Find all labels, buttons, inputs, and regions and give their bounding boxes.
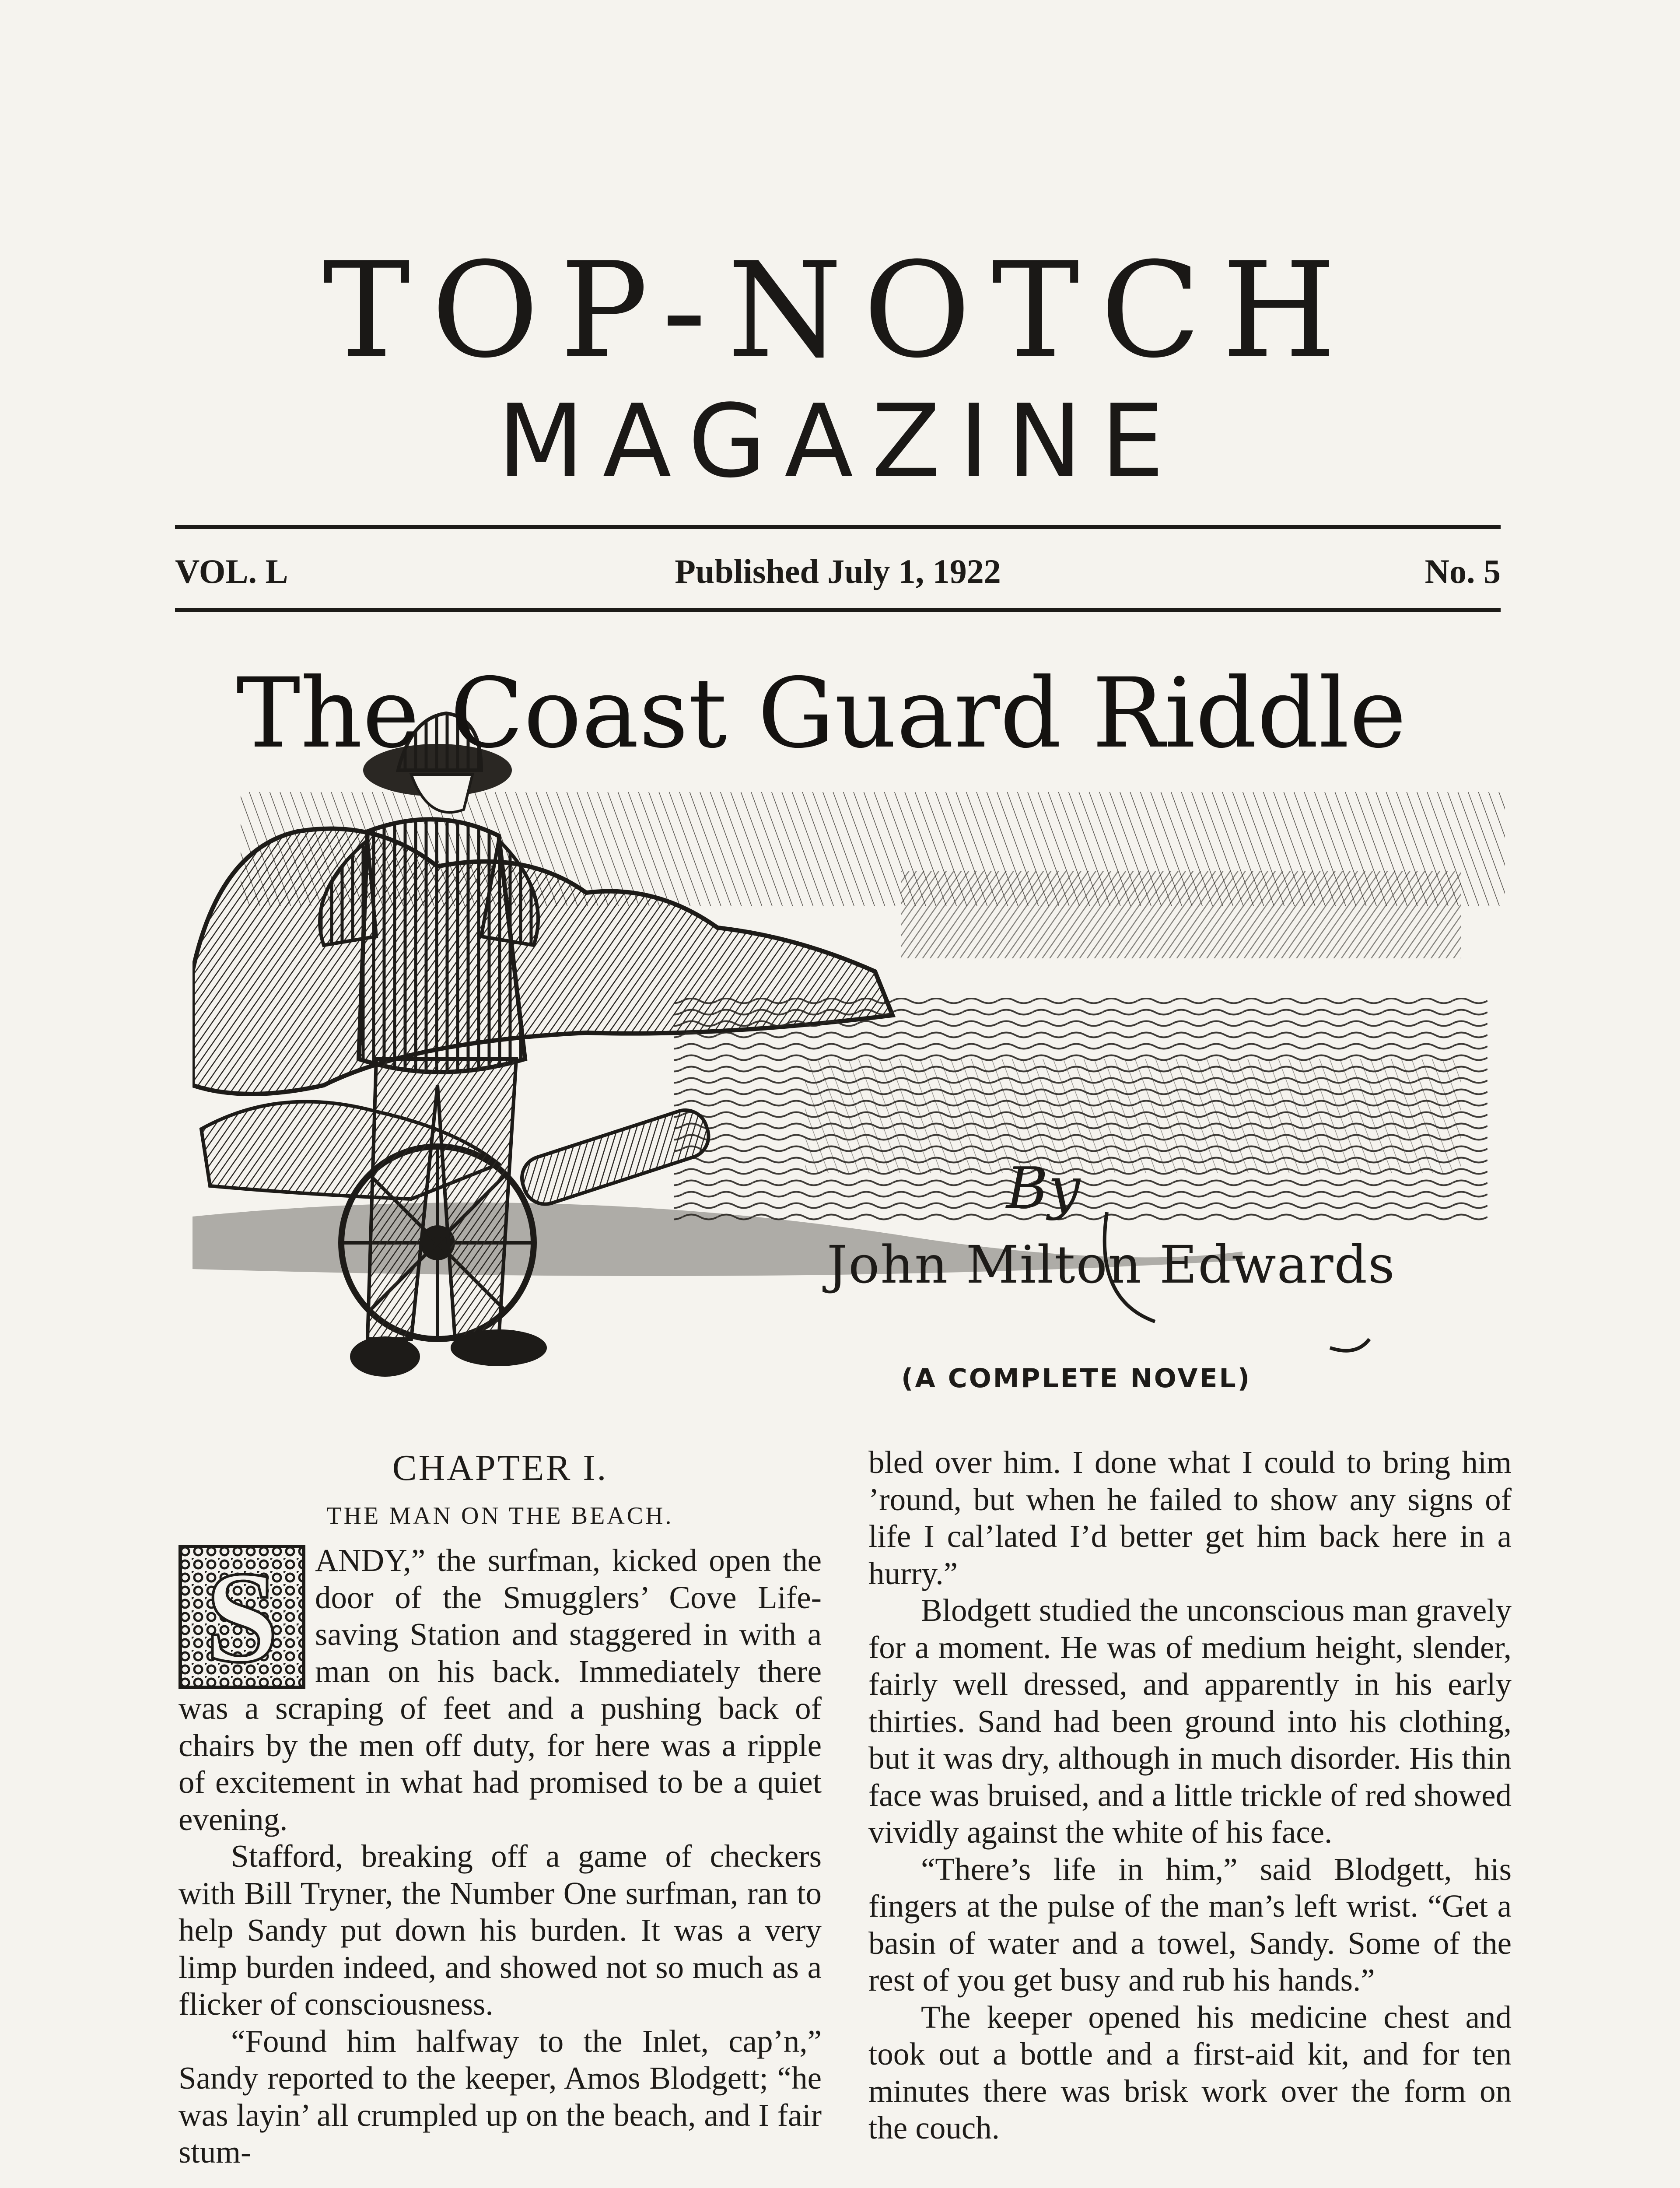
author-name: John Milton Edwards <box>827 1234 1396 1295</box>
ornamental-dropcap <box>178 1545 305 1689</box>
masthead-subtitle: MAGAZINE <box>497 383 1183 500</box>
chapter-subtitle: THE MAN ON THE BEACH. <box>326 1502 674 1529</box>
paragraph: “There’s life in him,” said Blodgett, his fingers at the pulse of the man’s left wrist. “Get a basin of water and a towel, Sandy. Some of the rest of you get busy and rub his hands.” <box>868 1851 1512 1998</box>
issue-number: No. 5 <box>1424 552 1501 590</box>
paragraph: Blodgett studied the unconscious man gravely for a moment. He was of medium height, slender, fairly well dressed, and apparently in his early thirties. Sand had been ground into his clothing, but it was dry, although in much disorder. His thin face was bruised, and a little trickle of red showed vividly against the white of his face. <box>868 1592 1512 1850</box>
publication-date: Published July 1, 1922 <box>675 552 1001 590</box>
byline-prefix: By <box>1006 1155 1080 1221</box>
coast-guard-illustration <box>192 665 1505 1435</box>
top-rule <box>175 525 1501 529</box>
paragraph: bled over him. I done what I could to bring him ’round, but when he failed to show any signs of life I cal’lated I’d better get him back here in a hurry.” <box>868 1445 1512 1591</box>
issue-line <box>175 541 1501 602</box>
story-title: The Coast Guard Riddle <box>236 657 1407 769</box>
paragraph: The keeper opened his medicine chest and took out a bottle and a first-aid kit, and for ten minutes there was brisk work over the form on the couch. <box>868 1999 1512 2146</box>
masthead-title: TOP-NOTCH <box>322 234 1358 387</box>
paragraph: Stafford, breaking off a game of checkers with Bill Tryner, the Number One surfman, ran to help Sandy put down his burden. It was a very limp burden indeed, and showed not so much as a flicker of consciousness. <box>178 1838 822 2022</box>
dropcap-letter: S <box>205 1544 279 1690</box>
right-column <box>868 1444 1512 2147</box>
chapter-heading: CHAPTER I. <box>392 1448 608 1488</box>
novel-label: (A COMPLETE NOVEL) <box>901 1363 1252 1394</box>
volume-label: VOL. L <box>175 552 288 590</box>
left-column <box>178 1444 822 2171</box>
paragraph: “Found him halfway to the Inlet, cap’n,” Sandy reported to the keeper, Amos Blodgett; “he was layin’ all crumpled up on the beach, and I fair stum- <box>178 2023 822 2170</box>
paragraph: ANDY,” the surfman, kicked open the door of the Smugglers’ Cove Life-saving Station and staggered in with a man on his back. Immediately there was a scraping of feet and a pushing back of chairs by the men off duty, for here was a ripple of excitement in what had promised to be a quiet evening. <box>178 1543 822 1837</box>
bottom-rule <box>175 608 1501 612</box>
